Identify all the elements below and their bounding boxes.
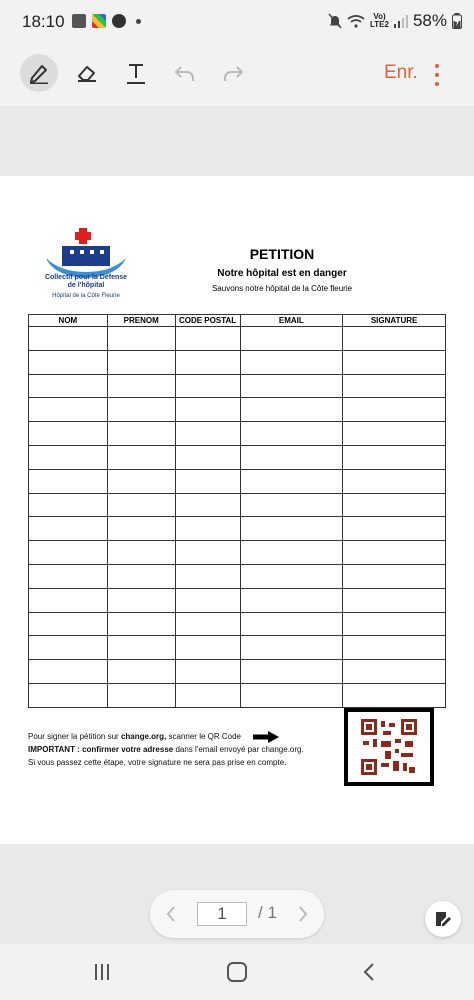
table-cell — [107, 327, 175, 351]
table-cell — [343, 612, 446, 636]
table-row — [29, 564, 446, 588]
table-cell — [107, 588, 175, 612]
column-header: NOM — [29, 315, 108, 327]
document-tagline: Sauvons notre hôpital de la Côte fleurie — [211, 284, 353, 293]
column-header: SIGNATURE — [343, 315, 446, 327]
table-cell — [343, 636, 446, 660]
qr-code-icon — [361, 719, 417, 775]
table-row — [29, 350, 446, 374]
table-cell — [240, 683, 343, 707]
table-cell — [343, 493, 446, 517]
table-cell — [240, 541, 343, 565]
table-cell — [29, 564, 108, 588]
table-cell — [29, 422, 108, 446]
table-cell — [343, 517, 446, 541]
system-status — [328, 11, 462, 31]
table-cell — [343, 660, 446, 684]
table-cell — [175, 327, 240, 351]
table-cell — [343, 422, 446, 446]
save-button[interactable]: Enr. — [384, 62, 418, 83]
page-total: / 1 — [258, 903, 277, 922]
status-time: 18:10 — [22, 12, 65, 31]
table-cell — [29, 350, 108, 374]
table-cell — [29, 612, 108, 636]
table-cell — [107, 398, 175, 422]
table-row — [29, 517, 446, 541]
table-cell — [240, 327, 343, 351]
previous-page-button[interactable] — [164, 903, 178, 925]
table-cell — [29, 588, 108, 612]
page-number-input[interactable]: 1 — [197, 902, 247, 926]
eraser-tool-button[interactable] — [68, 54, 106, 92]
table-row — [29, 422, 446, 446]
table-cell — [107, 541, 175, 565]
table-cell — [29, 493, 108, 517]
undo-button[interactable] — [166, 54, 204, 92]
table-cell — [29, 398, 108, 422]
table-cell — [175, 564, 240, 588]
wifi-icon — [347, 14, 365, 28]
table-cell — [240, 564, 343, 588]
more-notifications-icon — [136, 19, 141, 24]
table-row — [29, 327, 446, 351]
logo-caption: Hôpital de la Côte Fleurie — [52, 293, 120, 299]
document-title: PETITION — [249, 246, 315, 262]
redo-button[interactable] — [214, 54, 252, 92]
document-subtitle: Notre hôpital est en danger — [217, 268, 347, 279]
table-cell — [107, 660, 175, 684]
table-cell — [343, 445, 446, 469]
table-cell — [107, 517, 175, 541]
table-cell — [107, 493, 175, 517]
table-cell — [175, 350, 240, 374]
table-cell — [29, 660, 108, 684]
table-cell — [29, 469, 108, 493]
table-cell — [175, 588, 240, 612]
table-cell — [343, 541, 446, 565]
table-cell — [343, 398, 446, 422]
status-bar — [0, 0, 474, 42]
table-cell — [240, 636, 343, 660]
home-button[interactable] — [226, 962, 248, 982]
table-row — [29, 445, 446, 469]
table-row — [29, 541, 446, 565]
table-cell — [240, 660, 343, 684]
battery-charging-icon — [452, 13, 462, 29]
table-cell — [175, 445, 240, 469]
table-cell — [343, 588, 446, 612]
table-cell — [175, 541, 240, 565]
table-cell — [343, 683, 446, 707]
table-cell — [107, 469, 175, 493]
table-cell — [29, 374, 108, 398]
table-cell — [175, 683, 240, 707]
table-header-row — [29, 315, 446, 327]
editor-toolbar — [0, 42, 474, 106]
edit-note-icon — [434, 910, 452, 928]
table-cell — [175, 493, 240, 517]
more-options-icon[interactable] — [430, 62, 444, 88]
notification-icons — [72, 14, 141, 28]
undo-icon — [174, 64, 196, 82]
table-cell — [343, 374, 446, 398]
table-cell — [29, 683, 108, 707]
table-cell — [107, 636, 175, 660]
table-cell — [107, 422, 175, 446]
mute-icon — [328, 13, 342, 29]
facebook-icon — [112, 14, 126, 28]
table-cell — [175, 517, 240, 541]
table-cell — [240, 398, 343, 422]
table-cell — [240, 374, 343, 398]
table-cell — [107, 683, 175, 707]
table-cell — [343, 327, 446, 351]
table-cell — [29, 445, 108, 469]
table-cell — [29, 636, 108, 660]
table-cell — [29, 541, 108, 565]
table-cell — [240, 493, 343, 517]
table-cell — [240, 588, 343, 612]
page-navigator — [150, 890, 324, 938]
text-tool-button[interactable] — [117, 54, 155, 92]
signing-instructions: Pour signer la pétition sur change.org, scanner le QR Code IMPORTANT : confirmer votre adresse dans l'email envoyé par change.org. Si vous passez cette étape, votre signature ne sera pas prise en compte. — [28, 732, 304, 767]
text-icon — [126, 62, 146, 84]
table-cell — [240, 612, 343, 636]
table-row — [29, 469, 446, 493]
table-row — [29, 374, 446, 398]
table-cell — [29, 327, 108, 351]
table-cell — [175, 422, 240, 446]
table-row — [29, 588, 446, 612]
edit-pdf-button[interactable] — [425, 901, 461, 937]
column-header: PRENOM — [107, 315, 175, 327]
network-label: Vo) LTE2 — [370, 12, 389, 29]
table-cell — [107, 564, 175, 588]
table-row — [29, 683, 446, 707]
pen-tool-button[interactable] — [20, 54, 58, 92]
recent-apps-button[interactable] — [92, 962, 112, 982]
table-cell — [240, 422, 343, 446]
table-cell — [240, 445, 343, 469]
column-header: CODE POSTAL — [175, 315, 240, 327]
table-cell — [240, 350, 343, 374]
table-cell — [240, 469, 343, 493]
table-row — [29, 398, 446, 422]
arrow-right-icon — [253, 731, 279, 743]
app-grid-icon — [92, 14, 106, 28]
back-button[interactable] — [360, 962, 378, 982]
table-cell — [175, 398, 240, 422]
qr-code — [344, 708, 434, 786]
table-row — [29, 493, 446, 517]
eraser-icon — [76, 63, 98, 83]
table-cell — [343, 350, 446, 374]
table-cell — [240, 517, 343, 541]
table-cell — [107, 374, 175, 398]
table-cell — [107, 612, 175, 636]
document-page[interactable] — [0, 176, 474, 844]
table-cell — [175, 660, 240, 684]
redo-icon — [222, 64, 244, 82]
signature-table — [28, 314, 446, 708]
logo-text: Collectif pour la Défense de l'hôpital — [44, 274, 128, 289]
battery-percent: 58% — [412, 11, 447, 30]
column-header: EMAIL — [240, 315, 343, 327]
table-cell — [107, 350, 175, 374]
pen-icon — [28, 62, 50, 84]
table-cell — [175, 636, 240, 660]
document-background — [0, 106, 474, 176]
table-cell — [29, 517, 108, 541]
next-page-button[interactable] — [296, 903, 310, 925]
table-cell — [343, 564, 446, 588]
table-row — [29, 636, 446, 660]
table-row — [29, 660, 446, 684]
table-cell — [175, 374, 240, 398]
table-cell — [107, 445, 175, 469]
table-cell — [175, 469, 240, 493]
table-row — [29, 612, 446, 636]
system-navigation-bar — [0, 944, 474, 1000]
table-cell — [343, 469, 446, 493]
signal-icon — [394, 14, 408, 28]
table-cell — [175, 612, 240, 636]
gallery-icon — [72, 14, 86, 28]
